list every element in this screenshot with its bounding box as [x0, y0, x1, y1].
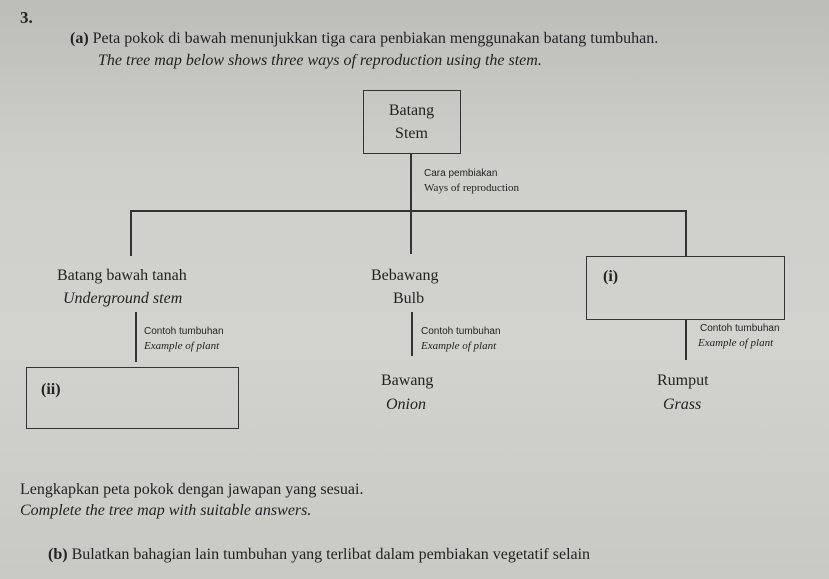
part-b-instruction — [48, 546, 590, 564]
part-a-instruction-en: The tree map below shows three ways of reproduction using the stem. — [98, 52, 542, 69]
branch-3-example-ms: Rumput — [657, 372, 709, 389]
root-label-en: Stem — [395, 125, 428, 142]
question-number: 3. — [20, 8, 33, 27]
branch-1-name-ms: Batang bawah tanah — [57, 267, 187, 284]
branch-3-line — [685, 320, 687, 360]
branch-3-example-label-ms: Contoh tumbuhan — [700, 323, 780, 334]
root-box-stem — [363, 90, 461, 154]
task-en: Complete the tree map with suitable answers. — [20, 502, 312, 519]
branch-1-example-label-ms: Contoh tumbuhan — [144, 326, 224, 337]
branch-2-name-en: Bulb — [393, 290, 425, 307]
left-drop-line — [130, 210, 132, 256]
branch-1-line — [135, 312, 137, 362]
part-b-label: (b) — [48, 546, 68, 563]
branch-2-example-en: Onion — [386, 396, 426, 413]
root-label-ms: Batang — [388, 102, 435, 119]
answer-box-i[interactable] — [586, 256, 785, 320]
part-a-text-ms: Peta pokok di bawah menunjukkan tiga cara penbiakan menggunakan batang tumbuhan. — [92, 30, 659, 47]
branch-1-name-en: Underground stem — [63, 290, 183, 307]
branch-1-example-label-en: Example of plant — [144, 340, 220, 352]
connector-label-ms: Cara pembiakan — [424, 168, 498, 179]
branch-2-example-label-en: Example of plant — [421, 340, 497, 352]
branch-2-example-label-ms: Contoh tumbuhan — [421, 326, 501, 337]
part-a-instruction-ms — [70, 30, 658, 48]
answer-box-i-label: (i) — [603, 268, 619, 285]
horizontal-connector — [130, 210, 686, 212]
part-b-text-ms: Bulatkan bahagian lain tumbuhan yang terlibat dalam pembiakan vegetatif selain — [71, 546, 591, 563]
branch-2-example-ms: Bawang — [381, 372, 434, 389]
branch-3-example-label-en: Example of plant — [698, 337, 774, 349]
branch-2-line — [411, 312, 413, 356]
branch-2-name-ms: Bebawang — [371, 267, 439, 284]
root-stem-line — [410, 154, 412, 254]
connector-label-en: Ways of reproduction — [424, 182, 520, 194]
answer-box-ii[interactable] — [26, 367, 239, 429]
part-a-label: (a) — [70, 30, 89, 47]
task-ms: Lengkapkan peta pokok dengan jawapan yang sesuai. — [20, 481, 364, 498]
answer-box-ii-label: (ii) — [41, 381, 61, 398]
right-drop-line — [685, 210, 687, 256]
branch-3-example-en: Grass — [663, 396, 702, 413]
